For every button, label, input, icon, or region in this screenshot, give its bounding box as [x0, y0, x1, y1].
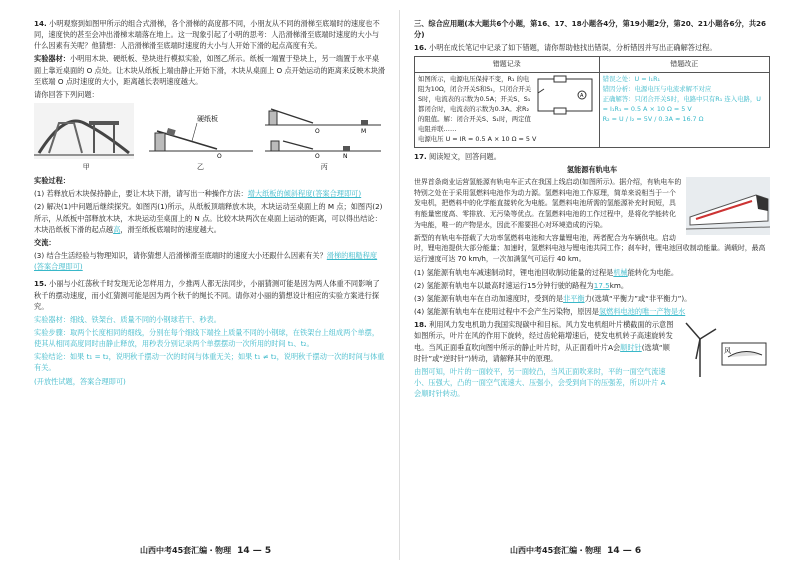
right-footer: 山西中考45套汇编・物理 14 — 6 — [510, 546, 642, 557]
figure-jia — [34, 103, 139, 173]
wind-turbine-diagram — [678, 319, 770, 377]
q18-answer: 由图可知，叶片的一面较平，另一面较凸，当风正面吹来时，平的一面空气流速小、压强大，凸的一面空气流速大、压强小，会受到向下的压强差，所以叶片 A 会顺时针转动。 — [414, 366, 666, 399]
q14-part2: (2) 解决(1)中问题后继续探究。如图丙(1)所示，从纸板顶端释放木块，木块运动至桌面上的 M 点；如图丙(2)所示，从纸板中部释放木块，木块运动至桌面上的 N 点。比较木块两次在桌面上运动的距离，可以得出结论：木块沿纸板下滑的起点越高，滑至纸板底端时的速度越大。 — [34, 202, 383, 234]
board-diagram — [147, 103, 255, 159]
answer-1: 增大纸板的倾斜程度(答案合理即可) — [247, 189, 362, 199]
answer-3: 滑梯的粗糙程度(答案合理即可) — [34, 251, 378, 272]
slide-photo — [34, 103, 134, 159]
left-footer: 山西中考45套汇编・物理 14 — 5 — [140, 546, 272, 557]
q14-fig-prompt: 请你回答下列问题： — [34, 89, 99, 99]
q14-part1: (1) 若释放后木块保持静止，要让木块下滑，请写出一种操作方法：增大纸板的倾斜程度(答案合理即可) — [34, 189, 362, 199]
svg-text:N: N — [342, 153, 347, 160]
circuit-diagram — [534, 75, 596, 115]
svg-text:O: O — [314, 128, 320, 136]
q17-title: 氢能源有轨电车 — [566, 164, 618, 174]
q17-passage — [414, 177, 770, 265]
right-page — [400, 0, 800, 569]
figure-bing — [263, 103, 387, 173]
figure-yi — [147, 103, 255, 173]
q15-conclusion: 实验结论：如果 t₁ = t₂，说明秋千摆动一次的时间与体重无关；如果 t₁ ≠ t₂，说明秋千摆动一次的时间与体重有关。 — [34, 352, 385, 373]
q14-design: 实验器材：小明用木块、硬纸板、垫块进行模拟实验，如图乙所示。纸板一端置于垫块上，另一端置于水平桌面上靠近桌面的 O 点处。让木块从纸板上端由静止开始下滑，木块从桌面上 O 点开始运动的距离来反映木块滑至底端 O 点时速度的大小，距离越长表明速度越大。 — [34, 54, 386, 86]
q17-part2: (2) 氢能源有轨电车以最高时速运行15分钟行驶的路程为17.5km。 — [414, 280, 629, 290]
q15-equipment: 实验器材：细线、铁架台、质量不同的小钢球若干、秒表。 — [34, 314, 221, 324]
experiment-diagram — [263, 103, 383, 159]
q15-note: (开放性试题，答案合理即可) — [34, 376, 126, 386]
q17-part1: (1) 氢能源有轨电车减速制动时，锂电池回收制动能量的过程是机械能转化为电能。 — [414, 267, 679, 277]
wind-label: 风 — [724, 347, 731, 356]
fig-caption-jia: 甲 — [82, 163, 90, 172]
q14-figures — [34, 103, 386, 173]
tram-image — [686, 177, 770, 235]
col-wrong-record: 错题记录 — [415, 57, 600, 73]
section-3-heading: 三、综合应用题(本大题共6个小题，第16、17、18小题各4分，第19小题2分，第20、21小题各6分，共26分) — [414, 19, 767, 40]
q16-error-table — [414, 56, 770, 147]
q17-stem: 17. 阅读短文，回答问题。 — [414, 151, 501, 161]
fig-caption-bing: 丙 — [320, 163, 328, 172]
q18 — [414, 319, 770, 399]
svg-text:O: O — [314, 153, 320, 160]
q17-paragraph-2: 新型的有轨电车搭载了大功率氢燃料电池和大容量锂电池，两者配合为车辆供电。启动时，锂电池提供大部分能量；加速时，氢燃料电池与锂电池共同工作；刹车时，锂电池回收制动能量。满载时，最高运行速度可达 70 km/h，一次加满氢气可运行 40 km。 — [414, 233, 766, 263]
q15-stem: 15. 小丽与小红荡秋千时发现无论怎样用力，少推两人都无法同步，小丽猜测可能是因为两人体重不同影响了秋千的摆动速度，而小红猜测可能是因为两个秋千的绳长不同。请你对小丽的猜想设计相应的实验方案进行探究。 — [34, 279, 380, 311]
q14-part3: (3) 结合生活经验与物理知识，请你猜想人沿滑梯滑至底端时的速度大小还跟什么因素有关？滑梯的粗糙程度(答案合理即可) — [34, 251, 378, 272]
correction-cell: 错误之处：U = I₁R₁ 错因分析：电源电压与电流求解不对应 正确解答：只闭合开关S时，电路中只有R₁ 连入电路，U = I₁R₁ = 0.5 A × 10 Ω = 5 V R₂ = U / I₂ = 5V / 0.3A ≈ 16.7 Ω — [599, 73, 769, 147]
q17-part4: (4) 氢能源有轨电车在使用过程中不会产生污染物，原因是氢燃料电池的唯一产物是水 — [414, 307, 686, 317]
q18-stem: 18. 利用风力发电机助力我国实现碳中和目标。风力发电机组叶片横截面的示意图如图所示，叶片在风的作用下旋转，经过齿轮箱增速后，使发电机转子高速旋转发电。当风正面垂直吹向图中所示的静止叶片时，从正面看叶片A会顺时针(选填“顺时针”或“逆时针”)转动，请解释其中的原理。 — [414, 320, 674, 363]
board-label: 硬纸板 — [196, 115, 218, 124]
q15-steps: 实验步骤：取两个长度相同的细线，分别在每个细线下端拴上质量不同的小钢球，在铁架台上组成两个单摆，使其从相同高度同时由静止释放，用秒表分别记录两个单摆摆动一次所用的时间 t₁、t₂。 — [34, 327, 380, 349]
q16-stem: 16. 小明在成长笔记中记录了如下错题，请你帮助他找出错误，分析错因并写出正确解答过程。 — [414, 43, 717, 53]
q14-process-title: 实验过程： — [34, 176, 70, 186]
q17-part3: (3) 氢能源有轨电车在自动加速度时，受到的是非平衡力(选填“平衡力”或“非平衡力”)。 — [414, 294, 692, 304]
q17-paragraph-1: 世界首条商业运营氢能源有轨电车正式在我国上线启动(如图所示)。据介绍，有轨电车的特别之处在于采用氢燃料电池作为动力源。氢燃料电池工作原理，简单来说相当于一个发电机，把燃料中的化学能直接转化为电能。氢燃料电池所需的氢能源补充时间短，具有能量密度高、零排放、无污染等优点。在氢燃料电池的工作过程中，是将化学能转化为电能，唯一的产物是水，因此不需要担心对环境造成的污染。 — [414, 178, 682, 229]
wrong-record-cell: A 如图所示，电源电压保持不变，R₁ 的电阻为10Ω，闭合开关S和S₁，只闭合开关S时，电流表的示数为0.5A；开关S、S₁都闭合时，电流表的示数为0.3A。求R₂ 的阻值。解：闭合开关S、S₁时，两定值电阻并联…… 电源电压 U = IR = 0.5 A × 10 Ω = 5 V — [415, 73, 600, 147]
svg-text:M: M — [360, 128, 366, 136]
q14-stem: 14. 小明观察到如图甲所示的组合式滑梯，各个滑梯的高度都不同，小朋友从不同的滑梯至底端时的速度也不同，速度快的甚至会冲出滑梯末端落在地上。这一现象引起了小明的思考：人沿滑梯滑至底端时速度的大小与什么因素有关呢？他猜想：人沿滑梯滑至底端时速度的大小与人开始下滑的起点高度有关。 — [34, 19, 380, 51]
q14-comm-title: 交流： — [34, 237, 56, 247]
svg-text:O: O — [216, 153, 222, 160]
fig-caption-yi: 乙 — [197, 163, 204, 172]
svg-text:A: A — [579, 93, 584, 100]
col-correction: 错题改正 — [599, 57, 769, 73]
answer-2: 高 — [113, 224, 121, 234]
